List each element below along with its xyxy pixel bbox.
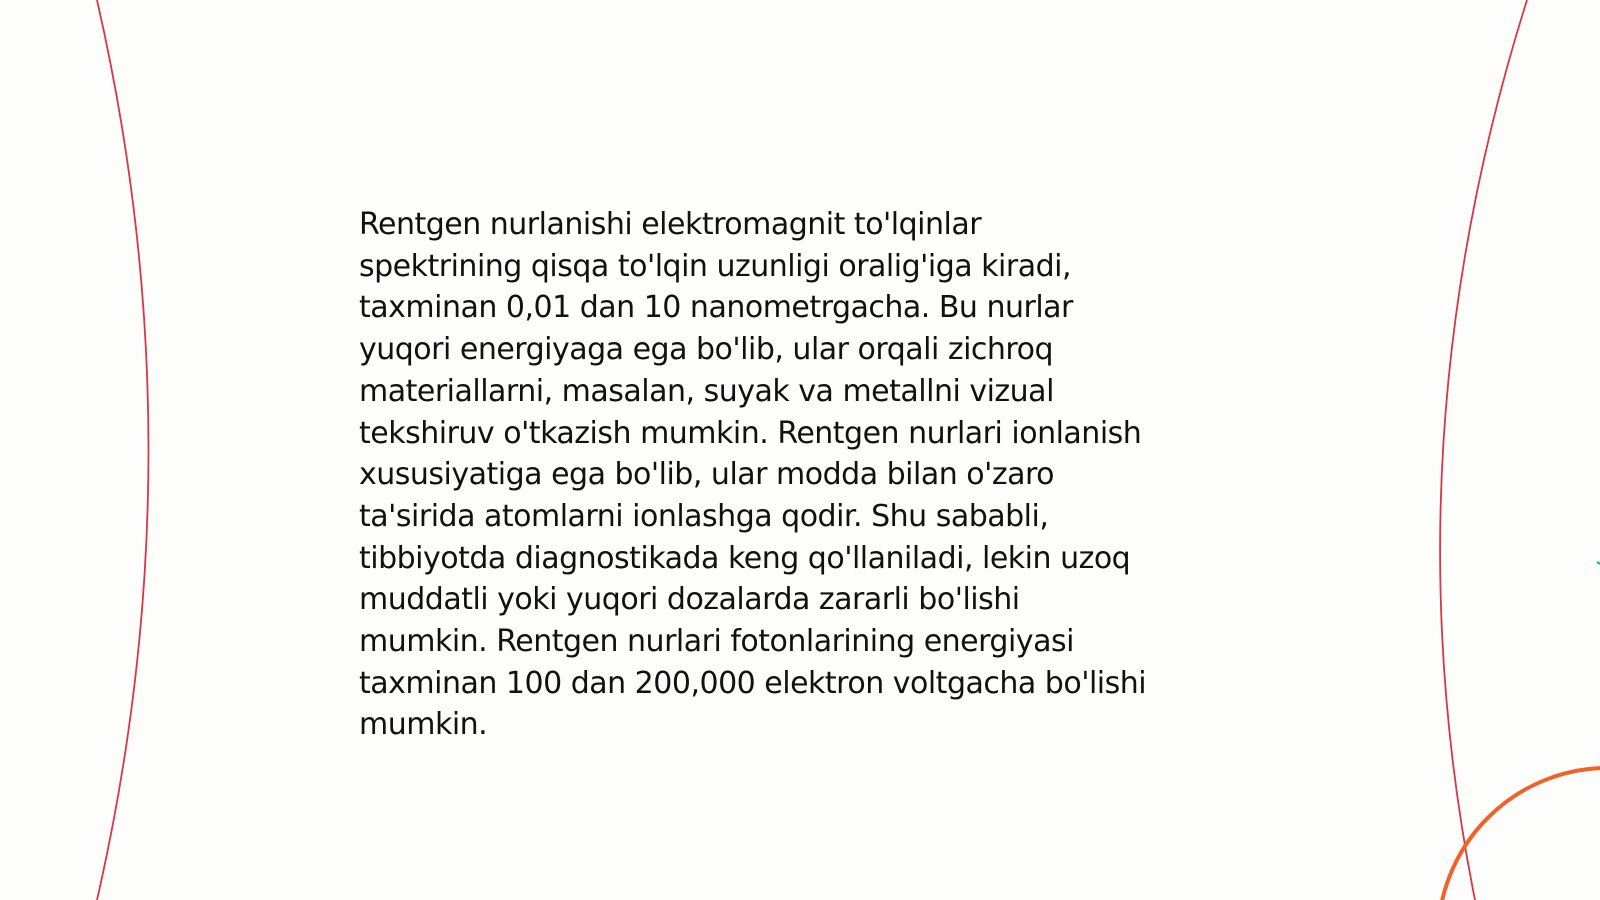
left-arc xyxy=(97,0,149,900)
right-arc xyxy=(1440,0,1527,900)
body-text: Rentgen nurlanishi elektromagnit to'lqinlar spektrining qisqa to'lqin uzunligi oralig'iga kiradi, taxminan 0,01 dan 10 nanometrgacha. Bu nurlar yuqori energiyaga ega bo'lib, ular orqali zichroq materiallarni, masalan, suyak va metallni vizual tekshiruv o'tkazish mumkin. Rentgen nurlari ionlanish xususiyatiga ega bo'lib, ular modda bilan o'zaro ta'sirida atomlarni ionlashga qodir. Shu sababli, tibbiyotda diagnostikada keng qo'llaniladi, lekin uzoq muddatli yoki yuqori dozalarda zararli bo'lishi mumkin. Rentgen nurlari fotonlarining energiyasi taxminan 100 dan 200,000 elektron voltgacha bo'lishi mumkin. xyxy=(359,207,1147,743)
